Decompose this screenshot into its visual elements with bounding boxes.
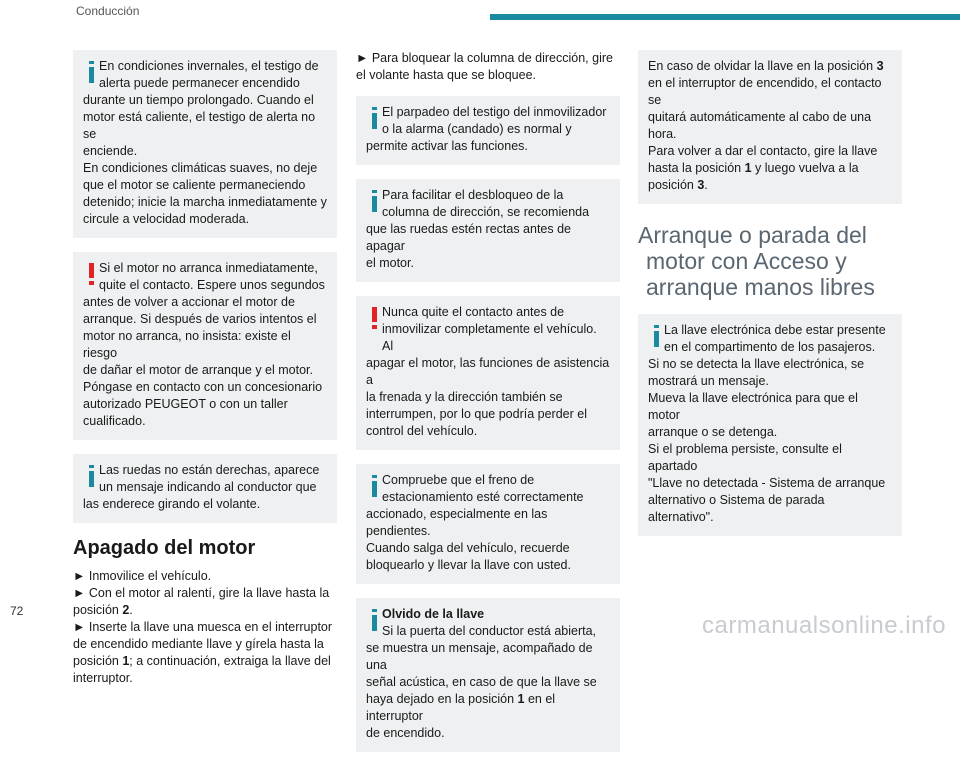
text-line: quite el contacto. Espere unos segundos: [99, 278, 325, 292]
text-line: quitará automáticamente al cabo de una hora.: [648, 110, 872, 141]
text-line: Cuando salga del vehículo, recuerde: [366, 541, 570, 555]
info-icon: [372, 609, 377, 631]
text-line: estacionamiento esté correctamente: [382, 490, 584, 504]
text-line: Las ruedas no están derechas, aparece: [99, 463, 320, 477]
warning-box-engine-start: [73, 252, 337, 440]
text-line: hasta la posición: [648, 161, 745, 175]
position-number: 3: [697, 178, 705, 192]
text-line: arranque. Si después de varios intentos el: [83, 312, 317, 326]
text-line: de dañar el motor de arranque y el motor.: [83, 363, 313, 377]
text-line: accionado, especialmente en las pendientes.: [366, 507, 548, 538]
column-1: [73, 50, 337, 699]
text-line: en el interruptor de encendido, el contacto se: [648, 76, 882, 107]
header-accent-bar: [490, 14, 960, 20]
text-line: Para volver a dar el contacto, gire la llave: [648, 144, 878, 158]
text-line: en el compartimento de los pasajeros.: [664, 340, 876, 354]
section-heading-keyless-start: [638, 222, 902, 300]
text-line: La llave electrónica debe estar presente: [664, 323, 886, 337]
text-line: motor está caliente, el testigo de alerta no se: [83, 110, 316, 141]
text-line: Para facilitar el desbloqueo de la: [382, 188, 564, 202]
text-line: el motor.: [366, 256, 414, 270]
text-line: inmovilizar completamente el vehículo. Al: [382, 322, 597, 353]
watermark: carmanualsonline.info: [702, 612, 946, 639]
heading-line: Arranque o parada del: [638, 222, 867, 248]
text-line: apagar el motor, las funciones de asistencia a: [366, 356, 610, 387]
text-line: El parpadeo del testigo del inmovilizador: [382, 105, 607, 119]
info-icon: [372, 190, 377, 212]
info-icon: [89, 61, 94, 83]
header-section-label: Conducción: [76, 4, 140, 18]
warning-box-ignition-off: [356, 296, 620, 450]
text-line: alerta puede permanecer encendido: [99, 76, 300, 90]
step-line: posición: [73, 603, 123, 617]
text-line: Mueva la llave electrónica para que el motor: [648, 391, 858, 422]
column-2: [356, 50, 620, 766]
text-line: señal acústica, en caso de que la llave se: [366, 675, 597, 689]
text-line: motor no arranca, no insista: existe el riesgo: [83, 329, 291, 360]
warning-icon: [89, 263, 94, 285]
text-line: columna de dirección, se recomienda: [382, 205, 590, 219]
box-title: Olvido de la llave: [382, 607, 485, 621]
steering-lock-intro: [356, 50, 620, 84]
text-line: de encendido.: [366, 726, 445, 740]
text-line: Póngase en contacto con un concesionario: [83, 380, 323, 394]
position-number: 3: [876, 59, 884, 73]
box-key-left-in-position: [638, 50, 902, 204]
text-line: arranque o se detenga.: [648, 425, 778, 439]
text-line: alternativo o Sistema de parada alternativo".: [648, 493, 825, 524]
warning-icon: [372, 307, 377, 329]
text-line: se muestra un mensaje, acompañado de una: [366, 641, 593, 672]
info-icon: [89, 465, 94, 487]
text-line: Compruebe que el freno de: [382, 473, 535, 487]
step-line: ► Con el motor al ralentí, gire la llave hasta la: [73, 586, 330, 600]
text-line: antes de volver a accionar el motor de: [83, 295, 295, 309]
page-number: 72: [10, 604, 24, 618]
step-line: .: [129, 603, 133, 617]
text-line: en el interruptor: [366, 692, 556, 723]
text-line: detenido; inicie la marcha inmediatamente y: [83, 195, 327, 209]
step-line: posición: [73, 654, 123, 668]
step-line: interruptor.: [73, 671, 133, 685]
text-line: "Llave no detectada - Sistema de arranque: [648, 476, 886, 490]
text-line: autorizado PEUGEOT o con un taller: [83, 397, 288, 411]
text-line: que las ruedas estén rectas antes de apagar: [366, 222, 571, 253]
position-number: 1: [744, 161, 752, 175]
info-box-parking-brake: [356, 464, 620, 584]
position-number: 1: [122, 654, 130, 668]
text-line: las enderece girando el volante.: [83, 497, 261, 511]
step-line: ► Inserte la llave una muesca en el interruptor: [73, 620, 333, 634]
info-box-steering-unlock: [356, 179, 620, 282]
text-line: bloquearlo y llevar la llave con usted.: [366, 558, 571, 572]
text-line: posición: [648, 178, 698, 192]
text-line: control del vehículo.: [366, 424, 478, 438]
text-line: el volante hasta que se bloquee.: [356, 68, 536, 82]
text-line: durante un tiempo prolongado. Cuando el: [83, 93, 314, 107]
info-box-forgotten-key: [356, 598, 620, 752]
step-line: ; a continuación, extraiga la llave del: [129, 654, 331, 668]
text-line: y luego vuelva a la: [751, 161, 859, 175]
text-line: o la alarma (candado) es normal y: [382, 122, 572, 136]
position-number: 1: [517, 692, 525, 706]
text-line: Si no se detecta la llave electrónica, se: [648, 357, 865, 371]
text-line: cualificado.: [83, 414, 146, 428]
heading-line: motor con Acceso y: [646, 248, 847, 274]
position-number: 2: [122, 603, 130, 617]
info-box-electronic-key: [638, 314, 902, 536]
info-box-winter: [73, 50, 337, 238]
info-icon: [372, 107, 377, 129]
text-line: que el motor se caliente permaneciendo: [83, 178, 306, 192]
section-heading-engine-off: Apagado del motor: [73, 537, 256, 559]
text-line: Si la puerta del conductor está abierta,: [382, 624, 597, 638]
text-line: enciende.: [83, 144, 138, 158]
info-box-immobilizer: [356, 96, 620, 165]
text-line: haya dejado en la posición: [366, 692, 518, 706]
text-line: circule a velocidad moderada.: [83, 212, 250, 226]
text-line: Si el motor no arranca inmediatamente,: [99, 261, 318, 275]
text-line: En condiciones climáticas suaves, no deje: [83, 161, 318, 175]
column-3: [638, 50, 902, 550]
step-line: de encendido mediante llave y gírela hasta la: [73, 637, 324, 651]
text-line: En caso de olvidar la llave en la posición: [648, 59, 877, 73]
text-line: Nunca quite el contacto antes de: [382, 305, 565, 319]
text-line: En condiciones invernales, el testigo de: [99, 59, 319, 73]
text-line: .: [704, 178, 708, 192]
engine-off-steps: [73, 568, 337, 687]
text-line: Si el problema persiste, consulte el apartado: [648, 442, 842, 473]
text-line: ► Para bloquear la columna de dirección, gire: [356, 51, 613, 65]
text-line: interrumpen, por lo que podría perder el: [366, 407, 587, 421]
info-icon: [372, 475, 377, 497]
info-icon: [654, 325, 659, 347]
text-line: mostrará un mensaje.: [648, 374, 769, 388]
info-box-wheels: [73, 454, 337, 523]
heading-line: arranque manos libres: [646, 274, 875, 300]
text-line: la frenada y la dirección también se: [366, 390, 563, 404]
step-line: ► Inmovilice el vehículo.: [73, 569, 212, 583]
text-line: permite activar las funciones.: [366, 139, 528, 153]
text-line: un mensaje indicando al conductor que: [99, 480, 317, 494]
